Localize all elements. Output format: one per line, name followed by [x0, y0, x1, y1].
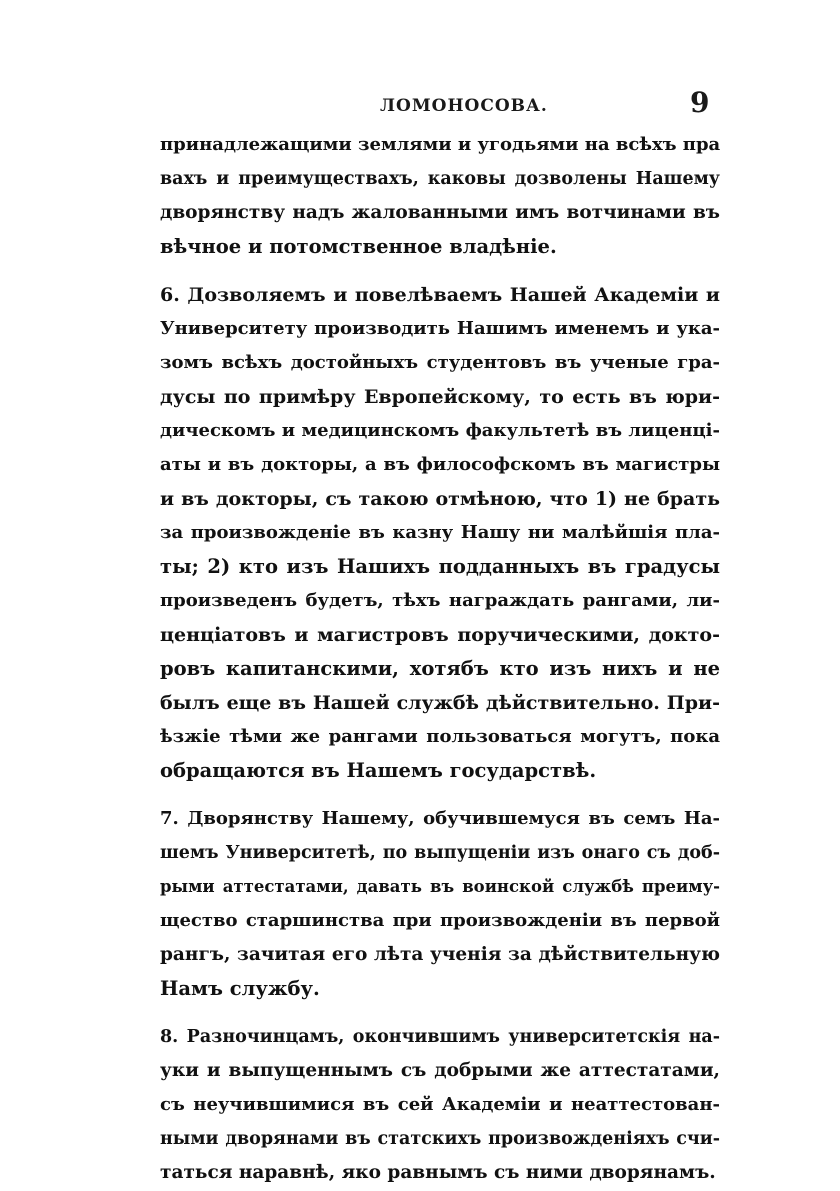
text-line: былъ еще въ Нашей службѣ дѣйствительно. При-	[160, 692, 720, 714]
text-line: произведенъ будетъ, тѣхъ награждать рангами, ли-	[160, 590, 720, 611]
text-line: 7. Дворянству Нашему, обучившемуся въ семъ На-	[160, 808, 720, 829]
text-line: и въ докторы, съ такою отмѣною, что 1) не брать	[160, 488, 720, 510]
text-line: рангъ, зачитая его лѣта ученія за дѣйствительную	[160, 944, 720, 965]
text-line: шемъ Университетѣ, по выпущеніи изъ онаго съ доб-	[160, 843, 720, 863]
text-line: дическомъ и медицинскомъ факультетѣ въ лиценці-	[160, 420, 720, 441]
text-line: 8. Разночинцамъ, окончившимъ университетскія на-	[160, 1027, 720, 1047]
text-line: съ неучившимися въ сей Академіи и неаттестован-	[160, 1094, 720, 1115]
paragraph-7	[160, 802, 720, 1006]
text-line: Университету производить Нашимъ именемъ и ука-	[160, 318, 720, 339]
text-line: принадлежащими землями и угодьями на всѣхъ пра	[160, 134, 721, 155]
paragraph-8	[160, 1020, 720, 1190]
paragraph-6	[160, 278, 720, 788]
text-line: ровъ капитанскими, хотябъ кто изъ нихъ и не	[160, 657, 720, 680]
text-line: вѣчное и потомственное владѣніе.	[160, 235, 557, 258]
text-line: дворянству надъ жалованными имъ вотчинами въ	[160, 202, 720, 223]
text-line: 6. Дозволяемъ и повелѣваемъ Нашей Академіи и	[160, 284, 720, 306]
text-line: щество старшинства при произвожденіи въ первой	[160, 910, 720, 931]
text-line: ными дворянами въ статскихъ произвожденіяхъ счи-	[160, 1129, 720, 1149]
text-line: за произвожденіе въ казну Нашу ни малѣйшія пла-	[160, 522, 720, 543]
text-line: вахъ и преимуществахъ, каковы дозволены Нашему	[160, 169, 720, 189]
text-line: зомъ всѣхъ достойныхъ студентовъ въ ученые гра-	[160, 352, 720, 373]
text-line: Намъ службу.	[160, 977, 320, 1000]
running-head: ЛОМОНОСОВА.	[380, 96, 548, 116]
text-line: ѣзжіе тѣми же рангами пользоваться могутъ, пока	[160, 726, 720, 747]
text-line: дусы по примѣру Европейскому, то есть въ юри-	[160, 386, 720, 408]
text-line: ты; 2) кто изъ Нашихъ подданныхъ въ градусы	[160, 555, 720, 578]
text-line: рыми аттестатами, давать въ воинской службѣ преиму-	[160, 877, 720, 896]
body-text	[160, 128, 720, 1190]
text-line: таться наравнѣ, яко равнымъ съ ними дворянамъ.	[160, 1162, 716, 1183]
text-line: уки и выпущеннымъ съ добрыми же аттестатами,	[160, 1060, 720, 1081]
page-number: 9	[690, 86, 710, 119]
text-line: аты и въ докторы, а въ философскомъ въ магистры	[160, 454, 720, 475]
text-line: ценціатовъ и магистровъ поручическими, докто-	[160, 624, 720, 646]
text-line: обращаются въ Нашемъ государствѣ.	[160, 759, 597, 782]
paragraph-continuation	[160, 128, 720, 264]
